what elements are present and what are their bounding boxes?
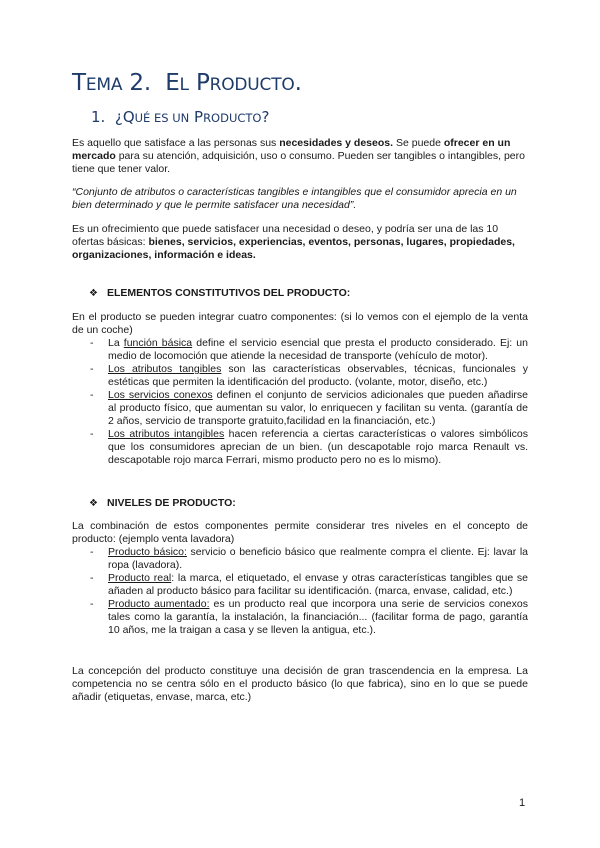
text-run: definen el conjunto de servicios adicionales que pueden añadirse al producto físico, que aumentan su valor, lo enriquecen y facilitan su venta. (garantía de 2 años, servicio de transporte gratuito,facilidad en la financiación, etc.) [108,389,528,427]
title-smallcaps: L [179,75,189,95]
intro-paragraph [72,137,528,176]
dash-bullet-icon: - [90,598,94,610]
dash-bullet-icon: - [90,428,94,440]
text-run: servicio o beneficio básico que realmente compra el cliente. Ej: lavar la ropa (lavadora). [108,546,528,571]
bold-text: bienes, servicios, experiencias, eventos, personas, lugares, propiedades, organizaciones, información e ideas. [72,236,515,261]
underlined-term: función básica [123,337,193,349]
dash-bullet-icon: - [90,363,94,375]
bold-text: ofrecer en un mercado [72,137,511,162]
page-number: 1 [519,797,526,809]
text-run: Es aquello que satisface a las personas sus [72,137,280,149]
conclusion-paragraph: La concepción del producto constituye una decisión de gran trascendencia en la empresa. La competencia no se centra sólo en el producto básico (lo que fabrica), sino en lo que se puede añadir (etiquetas, envase, marca, etc.) [72,665,528,703]
list-item [72,546,528,572]
subtitle-end: ? [261,108,270,126]
text-run: es un producto real que incorpora una serie de servicios conexos tales como la garantía, la instalación, la financiación... (facilitar forma de pago, garantía 10 años, me la traigan a casa y se lleven la antigua, etc.). [108,598,528,636]
diamond-bullet-icon: ❖ [89,498,98,509]
offers-paragraph [72,223,528,262]
dash-bullet-icon: - [90,337,94,349]
subtitle-letter: ¿Q [114,108,135,126]
text-run: Es un ofrecimiento que puede satisfacer una necesidad o deseo, y podría ser una de las 10 ofertas básicas: [72,223,499,248]
text-run: Se puede [393,137,444,149]
section1-intro: En el producto se pueden integrar cuatro componentes: (si lo vemos con el ejemplo de la venta de un coche) [72,311,528,336]
dash-bullet-icon: - [90,546,94,558]
text-run: son las características observables, técnicas, funcionales y estéticas que permiten la identificación del producto. (volante, motor, diseño, etc.) [108,363,528,388]
text-run: hacen referencia a ciertas características o valores simbólicos que los consumidores aprecian de un bien. (un descapotable rojo marca Renault vs. descapotable rojo marca Ferrari, mismo producto pero no es lo mismo). [108,428,528,466]
text-run: para su atención, adquisición, uso o consumo. Pueden ser tangibles o intangibles, pero tiene que tener valor. [72,150,525,175]
list-item [72,572,528,598]
title-letter: T [72,70,86,96]
title-letter: E [165,70,180,96]
list-item [72,598,528,637]
subtitle-number: 1. [91,108,106,126]
list-item [72,337,528,363]
section2-intro: La combinación de estos componentes permite considerar tres niveles en el concepto de producto: (ejemplo venta lavadora) [72,520,528,545]
text-run: La [108,337,124,349]
underlined-term: Producto aumentado: [108,598,210,610]
diamond-bullet-icon: ❖ [89,288,98,299]
components-list [72,337,528,467]
underlined-term: Los servicios conexos [108,389,213,401]
underlined-term: Los atributos intangibles [108,428,225,440]
title-letter: P [195,70,210,96]
bold-text: necesidades y deseos. [279,137,394,149]
list-item [72,389,528,428]
section-subtitle [91,108,269,126]
subtitle-smallcaps: RODUCTO [203,111,262,125]
page-title [72,70,302,96]
underlined-term: Los atributos tangibles [108,363,222,375]
underlined-term: Producto real [108,572,172,584]
title-smallcaps: EMA [85,75,123,95]
levels-list [72,546,528,637]
section-heading-elements [89,287,350,300]
list-item [72,428,528,467]
text-run: define el servicio esencial que presta el producto considerado. Ej: un medio de locomoción que atiende la necesidad de transporte (vehículo de motor). [108,337,528,362]
list-item [72,363,528,389]
dash-bullet-icon: - [90,572,94,584]
subtitle-letter: P [194,108,204,126]
underlined-term: Producto básico: [108,546,187,558]
text-run: : la marca, el etiquetado, el envase y otras características tangibles que se añaden al producto básico para facilitar su identificación. (marca, envase, calidad, etc.) [108,572,528,597]
title-end: . [294,70,302,96]
title-number: 2. [122,70,151,96]
title-smallcaps: RODUCTO [209,75,295,95]
definition-quote: “Conjunto de atributos o características tangibles e intangibles que el consumidor aprecia en un bien determinado y que le permite satisfacer una necesidad”. [72,186,517,211]
section-heading-levels [89,497,236,510]
section-heading-text: NIVELES DE PRODUCTO: [107,497,236,509]
dash-bullet-icon: - [90,389,94,401]
section-heading-text: ELEMENTOS CONSTITUTIVOS DEL PRODUCTO: [107,287,351,299]
subtitle-smallcaps: UÉ ES UN [134,111,190,125]
